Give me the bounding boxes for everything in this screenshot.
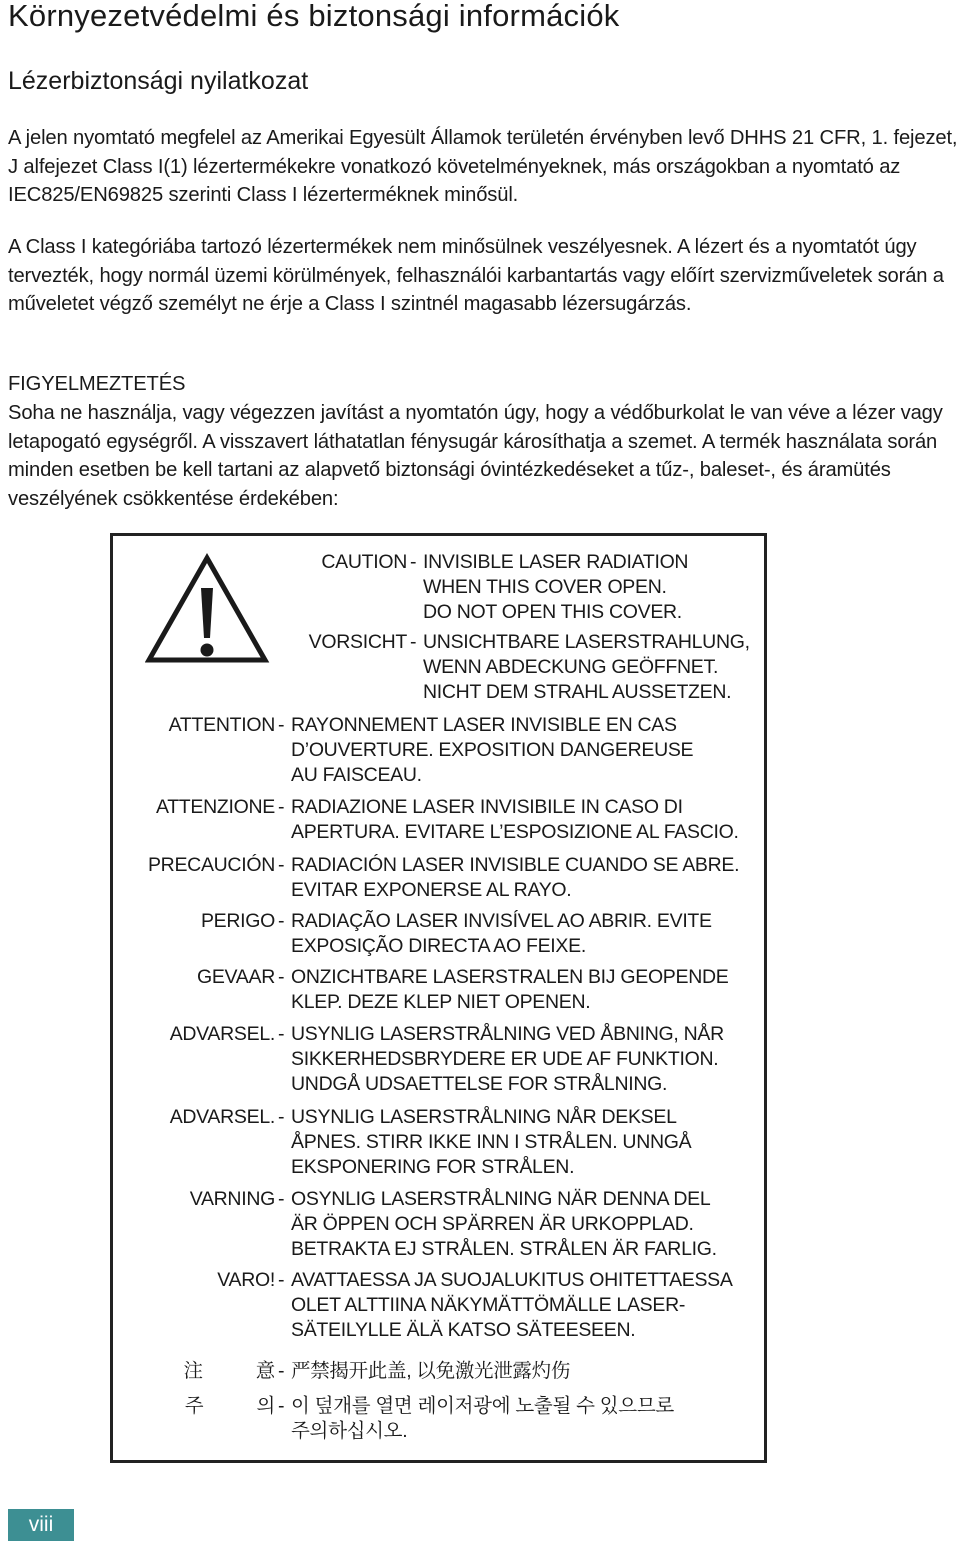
label-entry-dash: - xyxy=(278,1188,285,1210)
label-entry xyxy=(168,713,694,789)
paragraph-class-one: A Class I kategóriába tartozó lézertermékek nem minősülnek veszélyesnek. A lézert és a nyomtatót úgy tervezték, hogy normál üzemi körülmények, felhasználói karbantartás vagy előírt szervizműveletek során a műveletet végző személyt ne érje a Class I szintnél magasabb lézersugárzás. xyxy=(8,236,944,316)
label-entry-line: SIKKERHEDSBRYDERE ER UDE AF FUNKTION. xyxy=(291,1048,719,1071)
label-entry-dash: - xyxy=(278,1106,285,1128)
label-entry-line: BETRAKTA EJ STRÅLEN. STRÅLEN ÄR FARLIG. xyxy=(291,1238,717,1261)
label-entry-language: CAUTION xyxy=(321,551,407,573)
label-entry-line: D’OUVERTURE. EXPOSITION DANGEREUSE xyxy=(291,739,694,762)
warning-triangle-icon xyxy=(145,552,270,667)
warning-heading: FIGYELMEZTETÉS xyxy=(8,373,186,395)
label-entry-dash: - xyxy=(278,714,285,736)
label-entry-line: EVITAR EXPONERSE AL RAYO. xyxy=(291,879,572,902)
label-entry-line: ÅPNES. STIRR IKKE INN I STRÅLEN. UNNGÅ xyxy=(291,1131,692,1154)
label-entry-line: EKSPONERING FOR STRÅLEN. xyxy=(291,1156,575,1179)
label-entry-language: ATTENZIONE xyxy=(155,796,275,818)
label-entry-line: 주의하십시오. xyxy=(291,1420,408,1443)
label-entry xyxy=(169,1022,724,1098)
label-entry-dash: - xyxy=(410,631,417,653)
label-entry xyxy=(196,965,729,1015)
label-entry-line: OLET ALTTIINA NÄKYMÄTTÖMÄLLE LASER- xyxy=(291,1294,686,1317)
label-entry-language: VARNING xyxy=(189,1188,275,1210)
paragraph-compliance: A jelen nyomtató megfelel az Amerikai Egyesült Államok területén érvényben levő DHHS 21 CFR, 1. fejezet, J alfejezet Class I(1) lézertermékekre vonatkozó követelményeknek, más országokban a nyomtató az IEC825/EN69825 szerinti Class I lézerterméknek minősül. xyxy=(8,127,958,207)
label-entry-line: UNSICHTBARE LASERSTRAHLUNG, xyxy=(423,631,750,653)
laser-caution-label xyxy=(110,533,767,1463)
label-entry-language: 주 의 xyxy=(184,1395,275,1417)
label-entry-line: ÄR ÖPPEN OCH SPÄRREN ÄR URKOPPLAD. xyxy=(291,1213,694,1236)
label-entry-line: WHEN THIS COVER OPEN. xyxy=(423,576,667,599)
label-entry-line: UNDGÅ UDSAETTELSE FOR STRÅLNING. xyxy=(291,1073,668,1096)
label-entry-dash: - xyxy=(278,1269,285,1291)
label-entry xyxy=(184,1394,674,1444)
label-entry-line: APERTURA. EVITARE L’ESPOSIZIONE AL FASCIO. xyxy=(291,821,739,844)
label-entry xyxy=(183,1359,571,1384)
label-entry-line: WENN ABDECKUNG GEÖFFNET. xyxy=(423,656,719,679)
label-entry-dash: - xyxy=(278,910,285,932)
label-entry-line: SÄTEILYLLE ÄLÄ KATSO SÄTEESEEN. xyxy=(291,1319,636,1342)
label-entry-language: PRECAUCIÓN xyxy=(147,854,275,876)
label-entry-line: INVISIBLE LASER RADIATION xyxy=(423,551,689,573)
label-entry-line: RAYONNEMENT LASER INVISIBLE EN CAS xyxy=(291,714,677,736)
label-entry xyxy=(155,795,739,845)
label-entry-dash: - xyxy=(278,1395,285,1417)
label-entry-language: ATTENTION xyxy=(168,714,275,736)
label-entry-language: ADVARSEL. xyxy=(169,1023,275,1045)
page-number-badge: viii xyxy=(8,1509,74,1541)
label-entry-dash: - xyxy=(278,1023,285,1045)
label-entry-language: GEVAAR xyxy=(196,966,275,988)
label-entry-dash: - xyxy=(278,966,285,988)
label-entry-line: AVATTAESSA JA SUOJALUKITUS OHITETTAESSA xyxy=(291,1269,733,1291)
label-entry-line: AU FAISCEAU. xyxy=(291,764,422,787)
label-entry-line: RADIAZIONE LASER INVISIBILE IN CASO DI xyxy=(291,796,683,818)
page-title: Környezetvédelmi és biztonsági információk xyxy=(8,0,620,33)
label-entry-language: 注 意 xyxy=(183,1360,275,1382)
label-entry xyxy=(169,1105,692,1181)
label-entry-line: ONZICHTBARE LASERSTRALEN BIJ GEOPENDE xyxy=(291,966,729,988)
label-entry-line: DO NOT OPEN THIS COVER. xyxy=(423,601,682,624)
paragraph-warning: Soha ne használja, vagy végezzen javítást a nyomtatón úgy, hogy a védőburkolat le van véve a lézer vagy letapogató egységről. A visszavert láthatatlan fénysugár károsíthatja a szemet. A termék használata során minden esetben be kell tartani az alapvető biztonsági óvintézkedéseket a tűz-, baleset-, és áramütés veszélyének csökkentése érdekében: xyxy=(8,402,943,510)
label-entry-dash: - xyxy=(278,1360,285,1382)
label-entry-language: PERIGO xyxy=(200,910,275,932)
label-entry xyxy=(200,909,712,959)
section-title: Lézerbiztonsági nyilatkozat xyxy=(8,67,309,95)
label-entry-dash: - xyxy=(278,854,285,876)
label-entry-line: EXPOSIÇÃO DIRECTA AO FEIXE. xyxy=(291,935,586,958)
label-entry xyxy=(147,853,740,903)
label-entry-line: RADIAÇÃO LASER INVISÍVEL AO ABRIR. EVITE xyxy=(291,910,712,932)
label-entry-line: NICHT DEM STRAHL AUSSETZEN. xyxy=(423,681,732,704)
label-entry-line: USYNLIG LASERSTRÅLNING NÅR DEKSEL xyxy=(291,1106,677,1128)
label-entry-language: ADVARSEL. xyxy=(169,1106,275,1128)
label-entry xyxy=(308,630,750,706)
label-entry-language: VARO! xyxy=(217,1269,275,1291)
label-entry xyxy=(217,1268,733,1344)
label-entry-line: OSYNLIG LASERSTRÅLNING NÄR DENNA DEL xyxy=(291,1188,711,1210)
label-entry-dash: - xyxy=(278,796,285,818)
label-entry-dash: - xyxy=(410,551,417,573)
label-entry xyxy=(321,550,689,626)
label-entry-line: RADIACIÓN LASER INVISIBLE CUANDO SE ABRE. xyxy=(291,854,740,876)
label-entry-line: 严禁揭开此盖, 以免激光泄露灼伤 xyxy=(291,1360,571,1382)
label-entry-line: KLEP. DEZE KLEP NIET OPENEN. xyxy=(291,991,591,1014)
label-entry xyxy=(189,1187,717,1263)
label-entry-line: USYNLIG LASERSTRÅLNING VED ÅBNING, NÅR xyxy=(291,1023,724,1045)
label-entry-line: 이 덮개를 열면 레이저광에 노출될 수 있으므로 xyxy=(291,1395,674,1417)
label-entry-language: VORSICHT xyxy=(308,631,407,653)
